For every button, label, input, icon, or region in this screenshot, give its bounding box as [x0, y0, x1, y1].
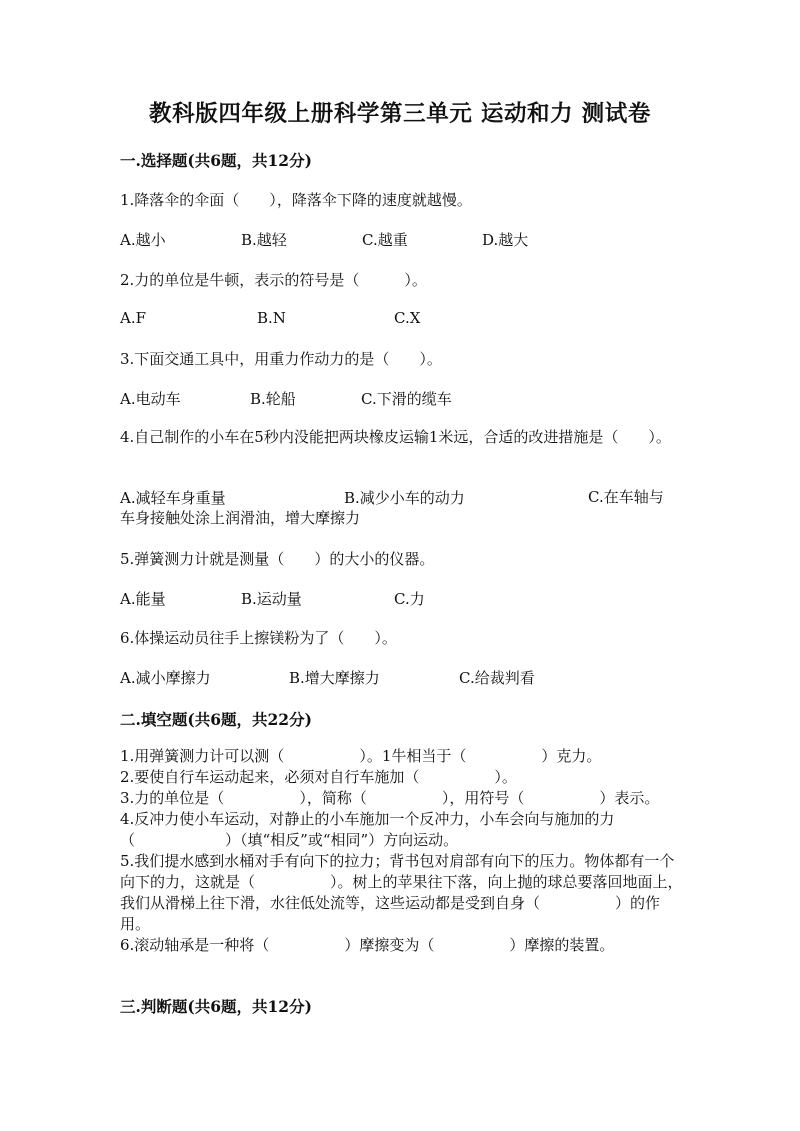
option-1b: B.越轻	[241, 231, 287, 249]
section-heading-fill: 二.填空题(共6题，共22分)	[120, 710, 312, 729]
fill-item-1: 1.用弹簧测力计可以测（ ）。1牛相当于（ ）克力。	[120, 747, 602, 765]
option-6b: B.增大摩擦力	[289, 669, 380, 687]
question-4: 4.自己制作的小车在5秒内没能把两块橡皮运输1米远，合适的改进措施是（ ）。	[120, 428, 671, 446]
page-title: 教科版四年级上册科学第三单元 运动和力 测试卷	[149, 101, 651, 127]
option-4c: C.在车轴与车身接触处涂上润滑油，增大摩擦力	[120, 488, 664, 527]
question-1: 1.降落伞的伞面（ ），降落伞下降的速度就越慢。	[120, 191, 472, 209]
fill-item-3: 3.力的单位是（ ），简称（ ），用符号（ ）表示。	[120, 789, 660, 807]
option-5c: C.力	[394, 590, 425, 608]
option-3c: C.下滑的缆车	[361, 390, 452, 408]
option-1c: C.越重	[362, 231, 408, 249]
fill-item-2: 2.要使自行车运动起来，必须对自行车施加（ ）。	[120, 768, 517, 786]
option-6a: A.减小摩擦力	[120, 669, 211, 687]
question-3: 3.下面交通工具中，用重力作动力的是（ ）。	[120, 350, 442, 368]
option-3a: A.电动车	[120, 390, 181, 408]
option-4a: A.减轻车身重量	[120, 489, 226, 507]
option-6c: C.给裁判看	[459, 669, 535, 687]
option-2c: C.X	[394, 309, 421, 327]
option-1a: A.越小	[120, 231, 166, 249]
section-heading-judge: 三.判断题(共6题，共12分)	[120, 997, 312, 1016]
option-2b: B.N	[257, 309, 286, 327]
option-1d: D.越大	[482, 231, 529, 249]
option-3b: B.轮船	[250, 390, 296, 408]
option-4b: B.减少小车的动力	[344, 489, 465, 507]
question-6: 6.体操运动员往手上擦镁粉为了（ ）。	[120, 629, 397, 647]
fill-in-list	[120, 746, 685, 956]
fill-item-6: 6.滚动轴承是一种将（ ）摩擦变为（ ）摩擦的装置。	[120, 936, 615, 954]
section-heading-choice: 一.选择题(共6题，共12分)	[120, 151, 312, 170]
option-5b: B.运动量	[241, 590, 302, 608]
fill-item-5: 5.我们提水感到水桶对手有向下的拉力；背书包对肩部有向下的压力。物体都有一个向下的力，这就是（ ）。树上的苹果往下落，向上抛的球总要落回地面上，我们从滑梯上往下滑，水往低处流等，这些运动都是受到自身（ ）的作用。	[120, 852, 683, 933]
question-2: 2.力的单位是牛顿，表示的符号是（ ）。	[120, 271, 427, 289]
question-5: 5.弹簧测力计就是测量（ ）的大小的仪器。	[120, 550, 435, 568]
option-2a: A.F	[120, 309, 147, 327]
option-5a: A.能量	[120, 590, 166, 608]
fill-item-4: 4.反冲力使小车运动，对静止的小车施加一个反冲力，小车会向与施加的力（ ）（填“相反”或“相同”）方向运动。	[120, 810, 615, 849]
